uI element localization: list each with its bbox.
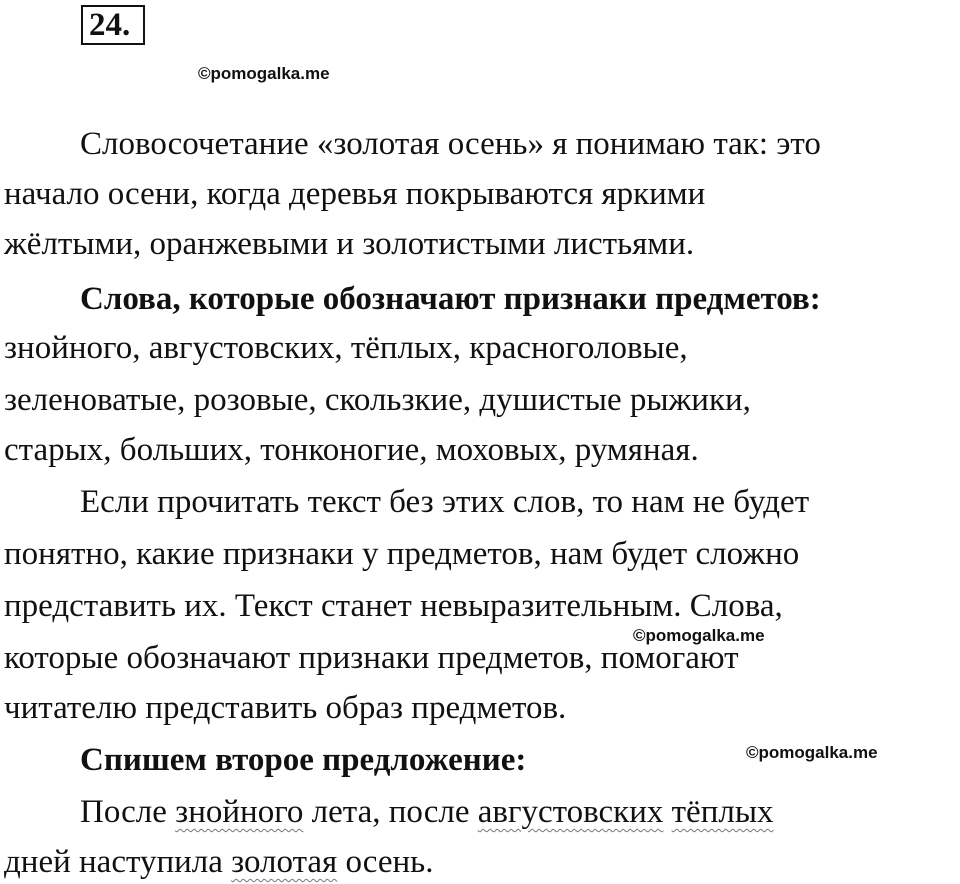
underlined-adjective: тёплых: [671, 794, 774, 830]
underlined-adjective: августовских: [477, 794, 664, 830]
watermark: ©pomogalka.me: [198, 64, 330, 83]
sentence-text: осень.: [337, 844, 434, 880]
paragraph-line: знойного, августовских, тёплых, красноголовые,: [4, 330, 688, 366]
paragraph-line: которые обозначают признаки предметов, помогают: [4, 640, 739, 676]
underlined-adjective: золотая: [231, 844, 338, 880]
paragraph-line: представить их. Текст станет невыразительным. Слова,: [4, 588, 783, 624]
paragraph-line: жёлтыми, оранжевыми и золотистыми листьями.: [4, 226, 695, 262]
sentence-line: [4, 842, 433, 882]
paragraph-line: начало осени, когда деревья покрываются яркими: [4, 176, 706, 212]
paragraph-line: Если прочитать текст без этих слов, то нам не будет: [80, 484, 810, 520]
sentence-text: лета, после: [303, 794, 478, 830]
sentence-text: После: [80, 794, 176, 830]
underlined-adjective: знойного: [175, 794, 304, 830]
paragraph-line: понятно, какие признаки у предметов, нам будет сложно: [4, 536, 800, 572]
task-number: 24.: [81, 5, 145, 45]
watermark: ©pomogalka.me: [746, 743, 878, 762]
paragraph-line: Словосочетание «золотая осень» я понимаю так: это: [80, 126, 821, 162]
sentence-line: [80, 792, 774, 832]
paragraph-line: читателю представить образ предметов.: [4, 690, 567, 726]
sentence-text: дней наступила: [4, 844, 232, 880]
paragraph-line: старых, больших, тонконогие, моховых, румяная.: [4, 432, 699, 468]
paragraph-line: зеленоватые, розовые, скользкие, душистые рыжики,: [4, 382, 751, 418]
watermark: ©pomogalka.me: [633, 626, 765, 645]
sentence-text: [663, 794, 671, 830]
heading-copy-sentence: Спишем второе предложение:: [80, 742, 527, 778]
heading-features: Слова, которые обозначают признаки предметов:: [80, 281, 821, 317]
